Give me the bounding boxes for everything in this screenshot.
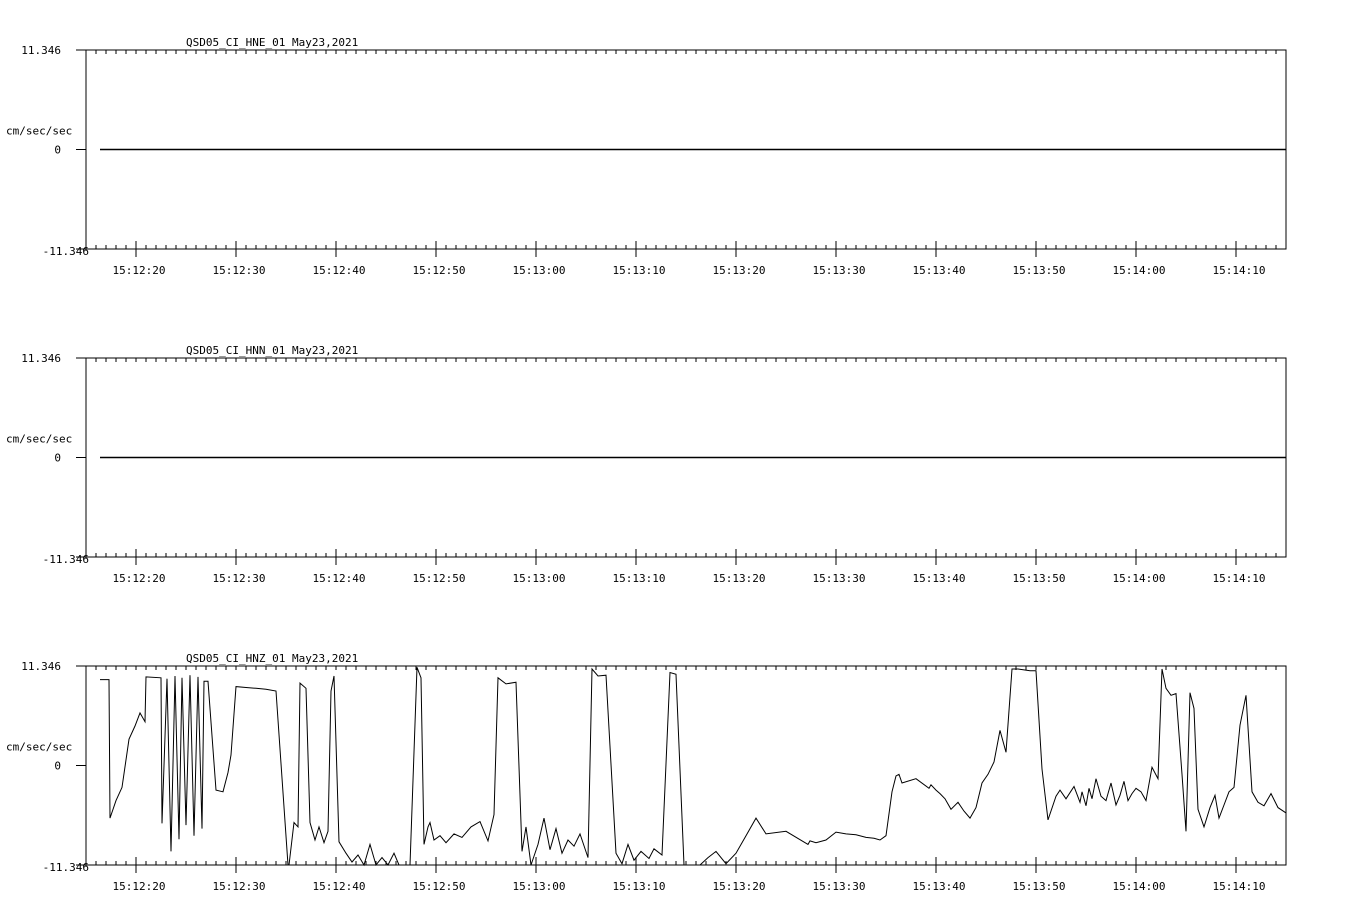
- x-tick-label: 15:14:00: [1112, 572, 1166, 585]
- panel-1: [6, 36, 1286, 277]
- x-tick-label: 15:12:30: [212, 572, 266, 585]
- panel-2: [6, 344, 1286, 585]
- y-tick-label: 11.346: [21, 660, 61, 673]
- x-tick-label: 15:13:30: [812, 572, 866, 585]
- x-tick-label: 15:13:40: [912, 880, 966, 893]
- y-tick-label: 0: [54, 143, 61, 157]
- x-tick-label: 15:13:40: [912, 572, 966, 585]
- x-tick-label: 15:13:50: [1012, 572, 1066, 585]
- x-tick-label: 15:12:50: [412, 264, 466, 277]
- x-tick-label: 15:13:20: [712, 880, 766, 893]
- x-tick-label: 15:12:20: [112, 880, 166, 893]
- x-tick-label: 15:14:10: [1212, 572, 1266, 585]
- x-tick-label: 15:12:40: [312, 572, 366, 585]
- y-tick-label: 0: [54, 451, 61, 465]
- x-tick-label: 15:14:10: [1212, 264, 1266, 277]
- y-axis-label: cm/sec/sec: [6, 432, 73, 446]
- x-tick-label: 15:14:00: [1112, 880, 1166, 893]
- x-tick-label: 15:14:00: [1112, 264, 1166, 277]
- y-axis-label: cm/sec/sec: [6, 124, 73, 138]
- y-tick-label: -11.346: [42, 245, 89, 258]
- x-tick-label: 15:13:50: [1012, 880, 1066, 893]
- x-tick-label: 15:12:40: [312, 264, 366, 277]
- x-tick-label: 15:13:00: [512, 880, 566, 893]
- plot-frame: [86, 666, 1286, 865]
- x-tick-label: 15:13:10: [612, 264, 666, 277]
- y-tick-label: 11.346: [21, 44, 61, 57]
- y-tick-label: -11.346: [42, 861, 89, 874]
- x-tick-label: 15:13:30: [812, 880, 866, 893]
- x-tick-label: 15:12:30: [212, 264, 266, 277]
- x-tick-label: 15:13:20: [712, 264, 766, 277]
- y-tick-label: -11.346: [42, 553, 89, 566]
- y-tick-label: 0: [54, 759, 61, 773]
- panel-title: QSD05_CI_HNZ_01 May23,2021: [186, 652, 359, 665]
- x-tick-label: 15:13:40: [912, 264, 966, 277]
- panel-title: QSD05_CI_HNE_01 May23,2021: [186, 36, 359, 49]
- waveform-trace: [100, 667, 1286, 865]
- panel-3: [6, 652, 1286, 893]
- x-tick-label: 15:12:50: [412, 572, 466, 585]
- x-tick-label: 15:12:40: [312, 880, 366, 893]
- x-tick-label: 15:12:20: [112, 264, 166, 277]
- x-tick-label: 15:13:10: [612, 572, 666, 585]
- x-tick-label: 15:12:20: [112, 572, 166, 585]
- panel-title: QSD05_CI_HNN_01 May23,2021: [186, 344, 359, 357]
- y-tick-label: 11.346: [21, 352, 61, 365]
- x-tick-label: 15:13:10: [612, 880, 666, 893]
- x-tick-label: 15:14:10: [1212, 880, 1266, 893]
- x-tick-label: 15:13:00: [512, 572, 566, 585]
- y-axis-label: cm/sec/sec: [6, 740, 73, 754]
- x-tick-label: 15:13:20: [712, 572, 766, 585]
- x-tick-label: 15:12:50: [412, 880, 466, 893]
- x-tick-label: 15:13:50: [1012, 264, 1066, 277]
- x-tick-label: 15:13:30: [812, 264, 866, 277]
- x-tick-label: 15:13:00: [512, 264, 566, 277]
- x-tick-label: 15:12:30: [212, 880, 266, 893]
